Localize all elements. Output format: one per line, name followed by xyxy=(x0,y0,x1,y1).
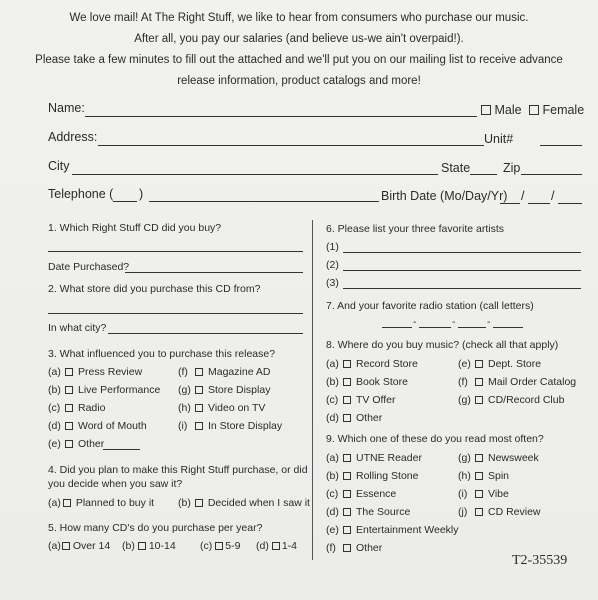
female-checkbox[interactable] xyxy=(529,105,539,115)
q3-option-c-checkbox[interactable] xyxy=(65,404,73,412)
date-slash-1: / xyxy=(521,189,525,203)
q9-option-i-checkbox[interactable] xyxy=(475,490,483,498)
unit-field[interactable] xyxy=(540,145,582,146)
intro-line-1: We love mail! At The Right Stuff, we like to hear from consumers who purchase our music. xyxy=(69,12,529,24)
unit-label: Unit# xyxy=(484,132,514,146)
q8-option-e[interactable] xyxy=(458,358,541,370)
q3-option-a[interactable] xyxy=(48,366,142,378)
q2-city-label: In what city? xyxy=(48,322,107,334)
q9-option-c-label: Essence xyxy=(356,488,397,500)
q9-option-i-letter: (i) xyxy=(458,488,468,500)
q3-option-i-checkbox[interactable] xyxy=(195,422,203,430)
q3-option-i-label: In Store Display xyxy=(208,420,283,432)
q3-option-c-label: Radio xyxy=(78,402,106,414)
q8-option-f-checkbox[interactable] xyxy=(475,378,483,386)
q9-option-d[interactable] xyxy=(326,506,410,518)
telephone-label: Telephone ( xyxy=(48,187,114,201)
q8-option-g[interactable] xyxy=(458,394,564,406)
q4-option-b-letter: (b) xyxy=(178,497,191,509)
q3-option-c[interactable] xyxy=(48,402,105,414)
birth-month-field[interactable] xyxy=(500,203,520,204)
q9-option-g-checkbox[interactable] xyxy=(475,454,483,462)
q9-option-c-checkbox[interactable] xyxy=(343,490,351,498)
q1-cd-field[interactable] xyxy=(48,251,303,252)
q8-option-d-checkbox[interactable] xyxy=(343,414,351,422)
q9-option-f-checkbox[interactable] xyxy=(343,544,351,552)
q3-option-d-label: Word of Mouth xyxy=(78,420,147,432)
q5-option-d-label: 1-4 xyxy=(281,540,298,552)
city-field[interactable] xyxy=(72,174,438,175)
q3-option-f-label: Magazine AD xyxy=(208,366,271,378)
q9-option-b-letter: (b) xyxy=(326,470,339,482)
intro-line-2: After all, you pay our salaries (and believe us-we ain't overpaid!). xyxy=(134,33,464,45)
female-label: Female xyxy=(542,103,585,117)
q9-option-a-label: UTNE Reader xyxy=(356,452,422,464)
q3-option-g[interactable] xyxy=(178,384,270,396)
q8-option-c-letter: (c) xyxy=(326,394,339,406)
q3-option-e-label: Other xyxy=(78,438,105,450)
q9-option-j-label: CD Review xyxy=(488,506,541,518)
q1-date-label: Date Purchased? xyxy=(48,261,130,273)
q8-option-e-checkbox[interactable] xyxy=(475,360,483,368)
q9-option-b-label: Rolling Stone xyxy=(356,470,419,482)
q9-option-h-checkbox[interactable] xyxy=(475,472,483,480)
q8-option-c-checkbox[interactable] xyxy=(343,396,351,404)
q1-question: 1. Which Right Stuff CD did you buy? xyxy=(48,222,222,234)
date-slash-2: / xyxy=(551,189,555,203)
q9-option-d-letter: (d) xyxy=(326,506,339,518)
q9-question: 9. Which one of these do you read most often? xyxy=(326,433,544,445)
q2-store-field[interactable] xyxy=(48,313,303,314)
q7-letter-2-field[interactable] xyxy=(419,327,451,328)
q8-option-e-label: Dept. Store xyxy=(488,358,542,370)
q7-question: 7. And your favorite radio station (call letters) xyxy=(326,300,534,312)
q3-question: 3. What influenced you to purchase this release? xyxy=(48,348,276,360)
q3-option-c-letter: (c) xyxy=(48,402,61,414)
q3-option-b-label: Live Performance xyxy=(78,384,161,396)
q5-option-a-label: Over 14 xyxy=(72,540,111,552)
q6-artist-2-field[interactable] xyxy=(343,270,581,271)
state-label: State xyxy=(441,161,471,175)
zip-label: Zip xyxy=(503,161,521,175)
q6-artist-1-field[interactable] xyxy=(343,252,581,253)
q9-option-g[interactable] xyxy=(458,452,539,464)
q9-option-j-letter: (j) xyxy=(458,506,468,518)
q9-option-f[interactable] xyxy=(326,542,382,554)
q5-option-b-letter: (b) xyxy=(122,540,135,552)
q4-option-b-checkbox[interactable] xyxy=(195,499,203,507)
q5-option-c-letter: (c) xyxy=(200,540,213,552)
q9-option-h-letter: (h) xyxy=(458,470,471,482)
q3-option-h[interactable] xyxy=(178,402,265,414)
q4-question-line-2: you decide when you saw it? xyxy=(48,478,183,490)
q8-option-d-label: Other xyxy=(356,412,383,424)
q9-option-e-checkbox[interactable] xyxy=(343,526,351,534)
q8-option-e-letter: (e) xyxy=(458,358,471,370)
q3-option-h-letter: (h) xyxy=(178,402,191,414)
q9-option-e-label: Entertainment Weekly xyxy=(356,524,459,536)
q3-option-d[interactable] xyxy=(48,420,147,432)
q3-option-d-checkbox[interactable] xyxy=(65,422,73,430)
q3-option-g-letter: (g) xyxy=(178,384,191,396)
q5-option-a-checkbox[interactable] xyxy=(62,542,70,550)
q9-option-g-letter: (g) xyxy=(458,452,471,464)
q3-option-a-letter: (a) xyxy=(48,366,61,378)
q9-option-a-checkbox[interactable] xyxy=(343,454,351,462)
q3-option-d-letter: (d) xyxy=(48,420,61,432)
q6-artist-3-label: (3) xyxy=(326,277,339,289)
q4-option-b-label: Decided when I saw it xyxy=(207,497,310,509)
q6-artist-1-label: (1) xyxy=(326,241,339,253)
q4-option-a-checkbox[interactable] xyxy=(63,499,71,507)
q9-option-j[interactable] xyxy=(458,506,541,518)
q3-option-f[interactable] xyxy=(178,366,270,378)
q9-option-h[interactable] xyxy=(458,470,509,482)
q4-question-line-1: 4. Did you plan to make this Right Stuff purchase, or did xyxy=(48,464,308,476)
q5-option-a-letter: (a) xyxy=(48,540,61,552)
q9-option-d-label: The Source xyxy=(356,506,411,518)
q8-option-f-letter: (f) xyxy=(458,376,468,388)
q6-artist-2-label: (2) xyxy=(326,259,339,271)
q4-option-b[interactable] xyxy=(178,497,310,509)
male-checkbox[interactable] xyxy=(481,105,491,115)
female-option[interactable] xyxy=(529,103,584,117)
q9-option-b-checkbox[interactable] xyxy=(343,472,351,480)
address-label: Address: xyxy=(48,130,98,144)
q8-option-a-checkbox[interactable] xyxy=(343,360,351,368)
q9-option-c-letter: (c) xyxy=(326,488,339,500)
q9-option-a[interactable] xyxy=(326,452,422,464)
q7-letter-3-field[interactable] xyxy=(458,327,486,328)
telephone-field[interactable] xyxy=(149,201,379,202)
q8-option-b[interactable] xyxy=(326,376,408,388)
q9-option-a-letter: (a) xyxy=(326,452,339,464)
male-label: Male xyxy=(494,103,522,117)
q8-option-g-letter: (g) xyxy=(458,394,471,406)
q9-option-f-letter: (f) xyxy=(326,542,336,554)
q9-option-i[interactable] xyxy=(458,488,509,500)
q8-option-a-label: Record Store xyxy=(356,358,418,370)
q3-option-g-label: Store Display xyxy=(208,384,271,396)
q3-other-field[interactable] xyxy=(103,449,140,450)
q5-question: 5. How many CD's do you purchase per year? xyxy=(48,522,263,534)
q8-option-g-checkbox[interactable] xyxy=(475,396,483,404)
intro-line-3: Please take a few minutes to fill out the attached and we'll put you on our mailing list to receive advance xyxy=(35,54,563,66)
q7-dash-1: - xyxy=(413,316,417,328)
q9-option-b[interactable] xyxy=(326,470,418,482)
q9-option-c[interactable] xyxy=(326,488,396,500)
q3-option-e[interactable] xyxy=(48,438,104,450)
q8-option-b-checkbox[interactable] xyxy=(343,378,351,386)
q9-option-h-label: Spin xyxy=(488,470,510,482)
name-field[interactable] xyxy=(85,116,477,117)
q2-city-field[interactable] xyxy=(108,333,303,334)
q6-question: 6. Please list your three favorite artists xyxy=(326,223,504,235)
state-field[interactable] xyxy=(470,174,497,175)
q3-option-b-letter: (b) xyxy=(48,384,61,396)
q5-option-d[interactable] xyxy=(256,540,297,552)
q8-option-g-label: CD/Record Club xyxy=(488,394,565,406)
zip-field[interactable] xyxy=(521,174,582,175)
column-divider xyxy=(312,220,313,560)
q5-option-d-letter: (d) xyxy=(256,540,269,552)
q5-option-b[interactable] xyxy=(122,540,176,552)
q5-option-b-label: 10-14 xyxy=(148,540,176,552)
q9-option-j-checkbox[interactable] xyxy=(475,508,483,516)
q8-option-f-label: Mail Order Catalog xyxy=(488,376,577,388)
q8-option-d-letter: (d) xyxy=(326,412,339,424)
q4-option-a-letter: (a) xyxy=(48,497,61,509)
q7-letter-4-field[interactable] xyxy=(493,327,523,328)
q9-option-d-checkbox[interactable] xyxy=(343,508,351,516)
q7-dash-3: - xyxy=(487,316,491,328)
q5-option-a[interactable] xyxy=(48,540,110,552)
q8-option-f[interactable] xyxy=(458,376,576,388)
male-option[interactable] xyxy=(481,103,522,117)
q9-option-e-letter: (e) xyxy=(326,524,339,536)
birth-day-field[interactable] xyxy=(528,203,550,204)
q3-option-e-letter: (e) xyxy=(48,438,61,450)
q3-option-i-letter: (i) xyxy=(178,420,188,432)
q3-option-e-checkbox[interactable] xyxy=(65,440,73,448)
q8-option-d[interactable] xyxy=(326,412,382,424)
intro-line-4: release information, product catalogs and more! xyxy=(177,75,421,87)
q5-option-b-checkbox[interactable] xyxy=(138,542,146,550)
address-field[interactable] xyxy=(98,145,484,146)
q3-option-h-label: Video on TV xyxy=(208,402,266,414)
q3-option-i[interactable] xyxy=(178,420,282,432)
telephone-paren-close: ) xyxy=(139,187,144,201)
area-code-field[interactable] xyxy=(113,201,137,202)
q8-option-b-letter: (b) xyxy=(326,376,339,388)
q5-option-c-label: 5-9 xyxy=(225,540,241,552)
q8-option-c[interactable] xyxy=(326,394,395,406)
q8-option-a-letter: (a) xyxy=(326,358,339,370)
q6-artist-3-field[interactable] xyxy=(343,288,581,289)
q5-option-c-checkbox[interactable] xyxy=(215,542,223,550)
q9-option-f-label: Other xyxy=(356,542,383,554)
q4-option-a[interactable] xyxy=(48,497,154,509)
q8-option-c-label: TV Offer xyxy=(356,394,396,406)
q8-option-a[interactable] xyxy=(326,358,418,370)
q7-dash-2: - xyxy=(452,316,456,328)
q1-date-field[interactable] xyxy=(125,272,303,273)
q9-option-e[interactable] xyxy=(326,524,459,536)
q5-option-d-checkbox[interactable] xyxy=(272,542,280,550)
q3-option-a-checkbox[interactable] xyxy=(65,368,73,376)
q4-option-a-label: Planned to buy it xyxy=(75,497,155,509)
q3-option-a-label: Press Review xyxy=(78,366,143,378)
q9-option-i-label: Vibe xyxy=(488,488,509,500)
q9-option-g-label: Newsweek xyxy=(488,452,539,464)
q3-option-b-checkbox[interactable] xyxy=(65,386,73,394)
q2-question: 2. What store did you purchase this CD from? xyxy=(48,283,261,295)
q7-letter-1-field[interactable] xyxy=(382,327,412,328)
q3-option-f-checkbox[interactable] xyxy=(195,368,203,376)
city-label: City xyxy=(48,159,70,173)
q5-option-c[interactable] xyxy=(200,540,240,552)
q3-option-b[interactable] xyxy=(48,384,160,396)
birth-date-label: Birth Date (Mo/Day/Yr) xyxy=(381,189,508,203)
q8-question: 8. Where do you buy music? (check all that apply) xyxy=(326,339,559,351)
q3-option-g-checkbox[interactable] xyxy=(195,386,203,394)
catalog-code: T2-35539 xyxy=(512,553,568,568)
q8-option-b-label: Book Store xyxy=(356,376,408,388)
q3-option-h-checkbox[interactable] xyxy=(195,404,203,412)
name-label: Name: xyxy=(48,101,85,115)
q3-option-f-letter: (f) xyxy=(178,366,188,378)
birth-year-field[interactable] xyxy=(558,203,582,204)
